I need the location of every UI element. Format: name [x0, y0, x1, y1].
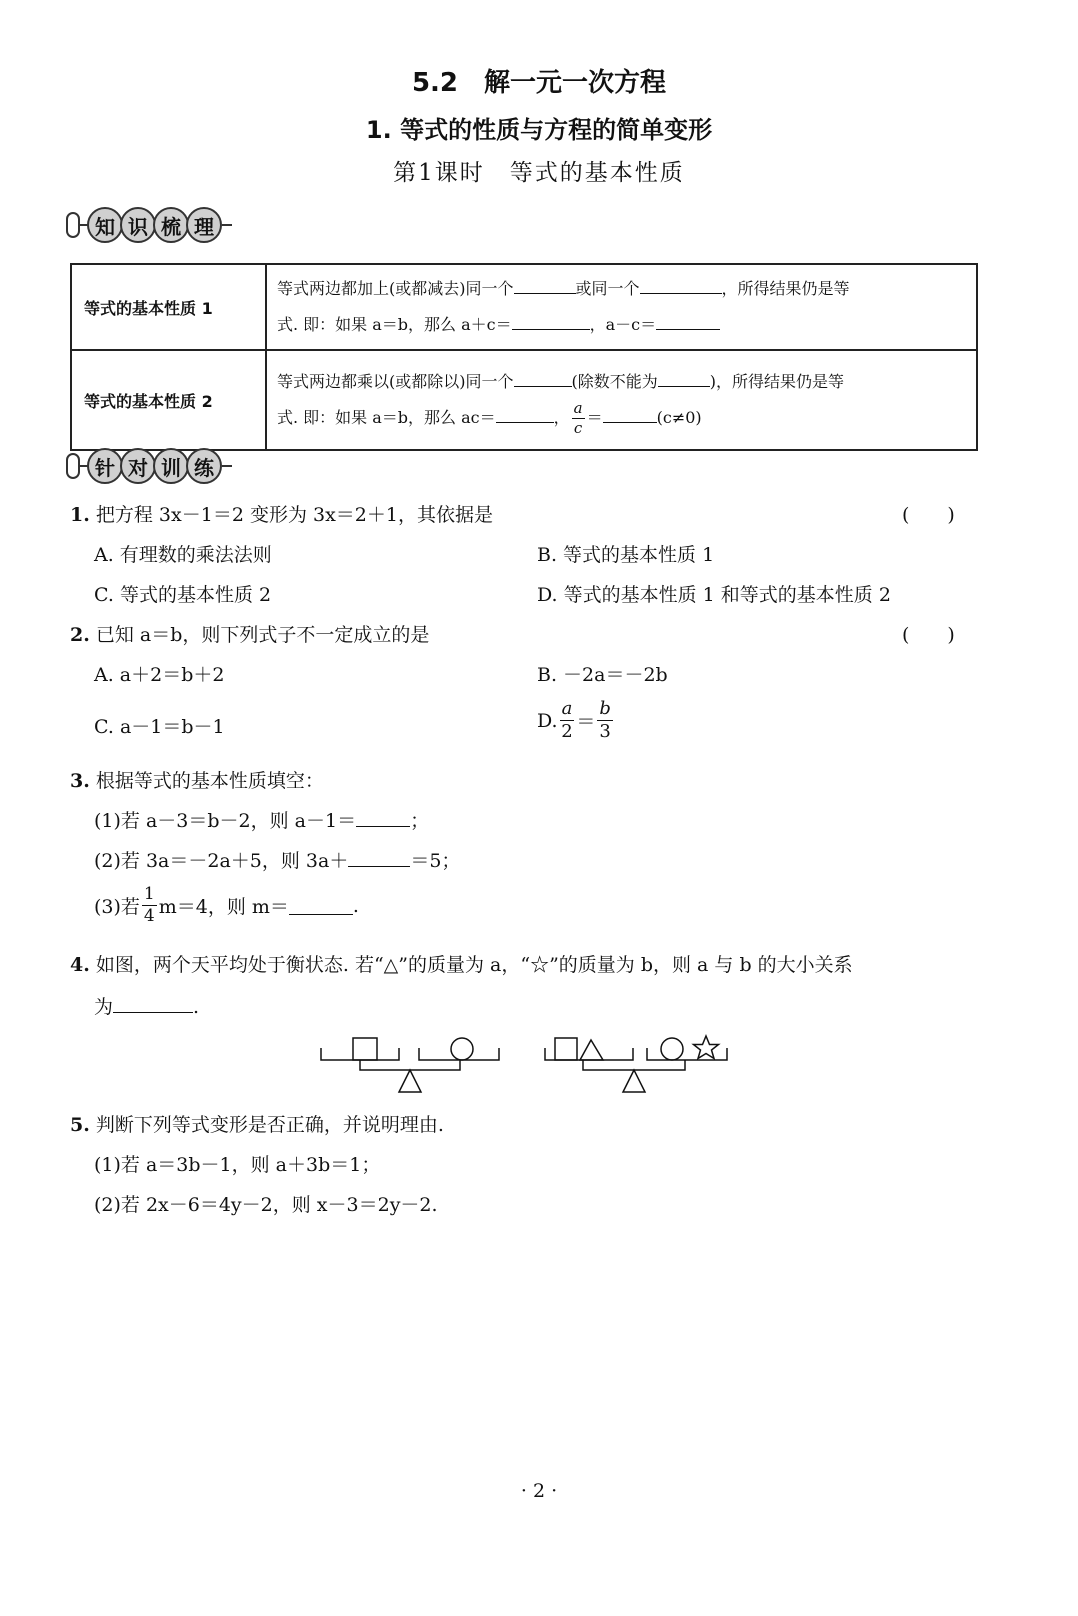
row1-text: ，a－c＝: [589, 315, 657, 334]
question-stem: 判断下列等式变形是否正确，并说明理由.: [95, 1114, 444, 1136]
table-row: [71, 264, 977, 350]
fill-blank[interactable]: [113, 994, 193, 1013]
knowledge-badge: [66, 207, 232, 243]
question-1: [70, 500, 493, 527]
row2-text: 式. 即：如果 a＝b，那么 ac＝: [277, 408, 496, 427]
sub-question-text: (2)若 3a＝－2a＋5，则 3a＋: [94, 850, 349, 872]
right-pan: [647, 1048, 727, 1060]
fraction: $\frac{b}{3}$: [599, 698, 611, 742]
question-number: 2.: [70, 624, 90, 646]
equals: ＝: [576, 711, 596, 733]
section-title: 5.2 解一元一次方程: [411, 68, 667, 98]
fill-blank[interactable]: [640, 275, 722, 294]
fill-blank[interactable]: [289, 896, 353, 915]
row2-content: 等式两边都乘以(或都除以)同一个 (除数不能为 )，所得结果仍是等 式. 即：如果 a＝b，那么 ac＝ ， $\frac{a}{c}$ ＝ (c≠0): [266, 350, 977, 450]
badge-char: 对: [120, 448, 156, 484]
sub-question: (2)若 2x－6＝4y－2，则 x－3＝2y－2.: [94, 1194, 438, 1216]
balance-scale-right: [545, 1036, 727, 1092]
fulcrum-triangle: [399, 1070, 421, 1092]
row1-text: 式. 即：如果 a＝b，那么 a＋c＝: [277, 315, 512, 334]
option-label: D.: [537, 709, 558, 732]
question-stem: 根据等式的基本性质填空：: [95, 770, 324, 792]
question-stem: 为: [94, 996, 114, 1018]
sub-question-text: ＝5；: [410, 850, 461, 872]
badge-char: 训: [153, 448, 189, 484]
badge-char: 理: [186, 207, 222, 243]
option-a[interactable]: A. 有理数的乘法法则: [94, 544, 272, 566]
fill-blank[interactable]: [512, 311, 590, 330]
triangle-shape: [580, 1040, 603, 1060]
question-stem: 如图，两个天平均处于衡状态. 若“△”的质量为 a，“☆”的质量为 b，则 a 与 b 的大小关系: [95, 954, 853, 976]
row2-text: )，所得结果仍是等: [709, 372, 844, 391]
fill-blank[interactable]: [496, 404, 554, 423]
question-stem: 已知 a＝b，则下列式子不一定成立的是: [95, 624, 430, 646]
fill-blank[interactable]: [514, 368, 572, 387]
answer-paren[interactable]: ( ): [902, 504, 955, 526]
sub-question-text: m＝4，则 m＝: [158, 896, 289, 918]
question-3: [70, 766, 324, 793]
balance-figure: [315, 1030, 735, 1100]
question-4-line2: [94, 992, 199, 1019]
circle-shape: [451, 1038, 473, 1060]
sub-question: [94, 806, 429, 833]
fulcrum-triangle: [623, 1070, 645, 1092]
question-2: [70, 620, 429, 647]
left-pan: [545, 1048, 633, 1060]
sub-question: (1)若 a＝3b－1，则 a＋3b＝1；: [94, 1154, 381, 1176]
row1-text: 等式两边都加上(或都减去)同一个: [277, 279, 514, 298]
badge-char: 识: [120, 207, 156, 243]
right-pan: [419, 1048, 499, 1060]
fill-blank[interactable]: [348, 848, 410, 867]
row1-content: [266, 264, 977, 350]
row1-text: 或同一个: [575, 279, 640, 298]
sub-question: [94, 846, 460, 873]
row2-label: 等式的基本性质 2: [71, 350, 266, 450]
sub-question-text: (3)若: [94, 896, 140, 918]
page-number: · 2 ·: [520, 1480, 558, 1502]
fraction: $\frac{a}{2}$: [561, 698, 573, 742]
row2-text: (c≠0): [656, 408, 702, 427]
option-d[interactable]: [537, 700, 615, 741]
option-b[interactable]: B. －2a＝－2b: [537, 664, 668, 686]
row2-text: (除数不能为: [571, 372, 658, 391]
fraction-a-over-c: $\frac{a}{c}$: [573, 399, 583, 437]
fill-blank[interactable]: [356, 808, 410, 827]
table-row: [71, 350, 977, 450]
left-pan: [321, 1048, 399, 1060]
question-number: 3.: [70, 770, 90, 792]
lesson-title: 第1课时 等式的基本性质: [393, 160, 685, 186]
row2-text: 等式两边都乘以(或都除以)同一个: [277, 372, 514, 391]
badge-char: 练: [186, 448, 222, 484]
fill-blank[interactable]: [514, 275, 576, 294]
fraction: $\frac{1}{4}$: [143, 884, 155, 926]
option-b[interactable]: B. 等式的基本性质 1: [537, 544, 715, 566]
fill-blank[interactable]: [603, 404, 657, 423]
option-d[interactable]: D. 等式的基本性质 1 和等式的基本性质 2: [537, 584, 891, 606]
circle-shape: [661, 1038, 683, 1060]
practice-badge: [66, 448, 232, 484]
row1-text: ，所得结果仍是等: [721, 279, 850, 298]
question-5: [70, 1110, 444, 1137]
sub-question-text: (1)若 a－3＝b－2，则 a－1＝: [94, 810, 357, 832]
option-c[interactable]: C. a－1＝b－1: [94, 716, 225, 738]
question-stem: 把方程 3x－1＝2 变形为 3x＝2＋1，其依据是: [95, 504, 493, 526]
question-number: 5.: [70, 1114, 90, 1136]
fill-blank[interactable]: [658, 368, 710, 387]
row1-label: 等式的基本性质 1: [71, 264, 266, 350]
balance-scale-left: [321, 1038, 499, 1092]
subsection-title: 1. 等式的性质与方程的简单变形: [365, 116, 713, 144]
option-a[interactable]: A. a＋2＝b＋2: [94, 664, 225, 686]
question-stem: .: [193, 996, 200, 1018]
badge-char: 针: [87, 448, 123, 484]
square-shape: [353, 1038, 377, 1060]
question-4: [70, 950, 1000, 977]
sub-question-text: ；: [410, 810, 430, 832]
badge-char: 梳: [153, 207, 189, 243]
sub-question-text: .: [352, 894, 359, 917]
sub-question: [94, 886, 359, 925]
knowledge-table: [70, 263, 978, 451]
answer-paren[interactable]: ( ): [902, 624, 955, 646]
question-number: 4.: [70, 954, 90, 976]
fill-blank[interactable]: [656, 311, 720, 330]
badge-char: 知: [87, 207, 123, 243]
square-shape: [555, 1038, 577, 1060]
option-c[interactable]: C. 等式的基本性质 2: [94, 584, 272, 606]
question-number: 1.: [70, 504, 90, 526]
star-shape: [694, 1036, 719, 1059]
